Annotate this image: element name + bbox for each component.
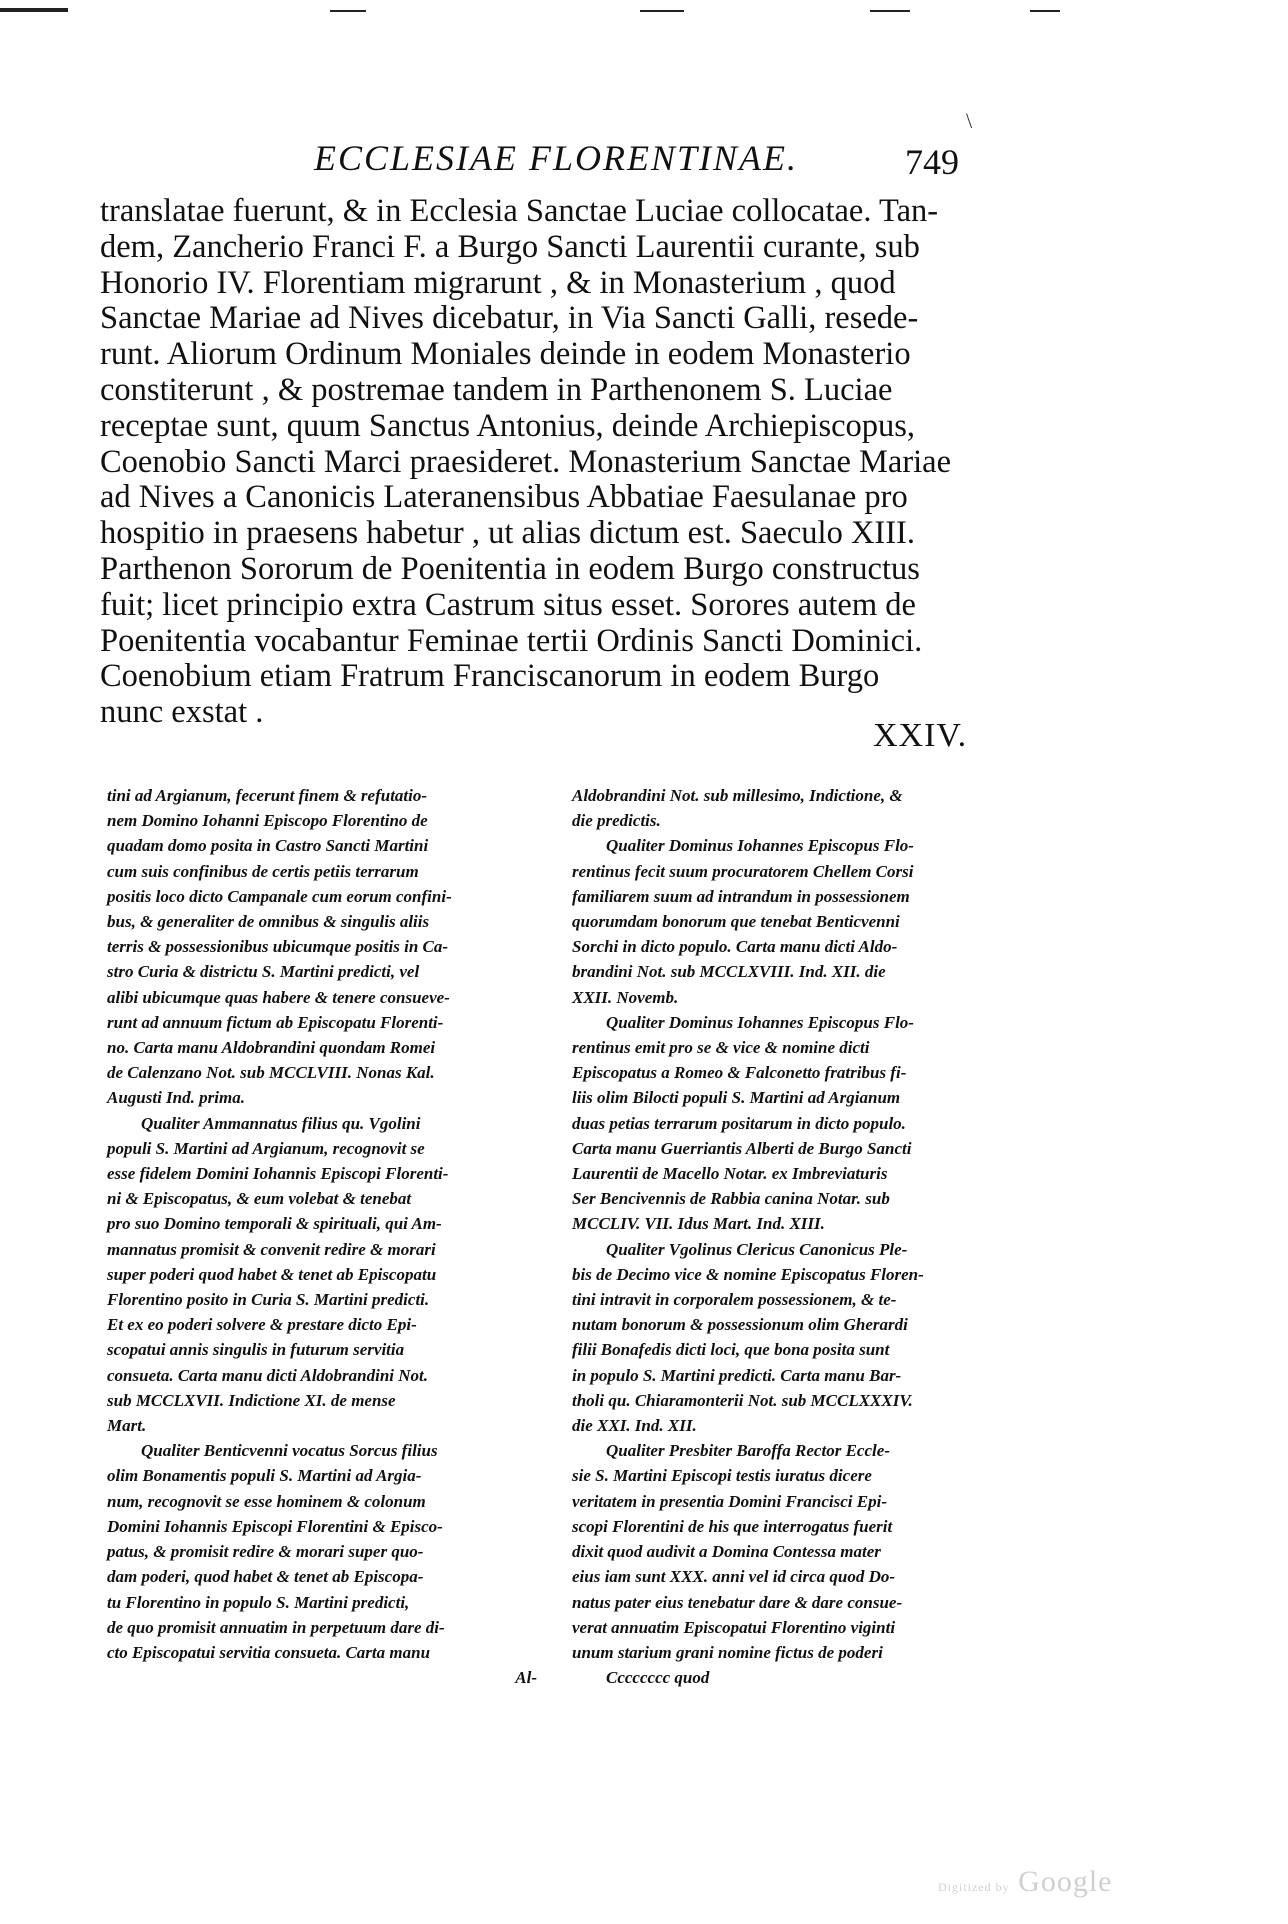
left-column-line: ni & Episcopatus, & eum volebat & tenebat bbox=[107, 1189, 412, 1209]
right-column-line: Carta manu Guerriantis Alberti de Burgo Sancti bbox=[572, 1138, 912, 1158]
text-line: Sanctae Mariae ad Nives dicebatur, in Via Sancti Galli, resede- bbox=[100, 300, 919, 337]
right-column-line: Ser Bencivennis de Rabbia canina Notar. sub bbox=[572, 1189, 890, 1209]
right-column-line: tholi qu. Chiaramonterii Not. sub MCCLXXXIV. bbox=[572, 1390, 913, 1410]
right-column-line: verat annuatim Episcopatui Florentino viginti bbox=[572, 1617, 896, 1637]
right-column-line: filii Bonafedis dicti loci, que bona posita sunt bbox=[572, 1340, 890, 1360]
right-column-line: unum starium grani nomine fictus de poderi bbox=[572, 1642, 883, 1662]
signature-mark-line: Cccccccc quod bbox=[606, 1668, 710, 1688]
left-column-line: consueta. Carta manu dicti Aldobrandini Not. bbox=[107, 1365, 429, 1385]
left-column-line: de quo promisit annuatim in perpetuum dare di- bbox=[107, 1617, 445, 1637]
left-column-line: alibi ubicumque quas habere & tenere consueve- bbox=[107, 987, 450, 1007]
text-line: runt. Aliorum Ordinum Moniales deinde in eodem Monasterio bbox=[100, 336, 911, 373]
left-column-line: no. Carta manu Aldobrandini quondam Romei bbox=[107, 1038, 436, 1058]
right-column-line: Sorchi in dicto populo. Carta manu dicti Aldo- bbox=[572, 937, 898, 957]
digitization-watermark bbox=[938, 1865, 1112, 1899]
right-column-line: familiarem suum ad intrandum in possessionem bbox=[572, 886, 910, 906]
main-paragraph bbox=[100, 194, 1005, 731]
scan-edge-mark bbox=[870, 10, 910, 12]
left-column-line: stro Curia & districtu S. Martini predicti, vel bbox=[107, 962, 420, 982]
left-column bbox=[107, 783, 537, 1690]
left-column-line: patus, & promisit redire & morari super quo- bbox=[107, 1542, 424, 1562]
right-column-line: liis olim Bilocti populi S. Martini ad Argianum bbox=[572, 1088, 901, 1108]
left-column-line: tini ad Argianum, fecerunt finem & refutatio- bbox=[107, 786, 428, 805]
text-line: fuit; licet principio extra Castrum situs esset. Sorores autem de bbox=[100, 586, 916, 623]
right-column-line: brandini Not. sub MCCLXVIII. Ind. XII. die bbox=[572, 962, 886, 982]
left-column-line: esse fidelem Domini Iohannis Episcopi Florenti- bbox=[107, 1164, 449, 1184]
left-column-line: dam poderi, quod habet & tenet ab Episcopa- bbox=[107, 1567, 424, 1587]
right-column-line: in populo S. Martini predicti. Carta manu Bar- bbox=[572, 1365, 902, 1385]
right-column-line: rentinus fecit suum procuratorem Chellem Corsi bbox=[572, 861, 914, 881]
text-line: Honorio IV. Florentiam migrarunt , & in Monasterium , quod bbox=[100, 264, 896, 301]
text-line: translatae fuerunt, & in Ecclesia Sanctae Luciae collocatae. Tan- bbox=[100, 193, 939, 229]
left-column-line: bus, & generaliter de omnibus & singulis aliis bbox=[107, 912, 430, 932]
section-number: XXIV. bbox=[873, 717, 968, 754]
left-column-line: olim Bonamentis populi S. Martini ad Argia- bbox=[107, 1466, 422, 1486]
right-column-line: Laurentii de Macello Notar. ex Imbreviaturis bbox=[572, 1164, 888, 1184]
right-column-line: bis de Decimo vice & nomine Episcopatus Floren- bbox=[572, 1264, 924, 1284]
left-column-line: scopatui annis singulis in futurum servitia bbox=[107, 1340, 405, 1360]
right-column-line: sie S. Martini Episcopi testis iuratus dicere bbox=[572, 1466, 872, 1486]
left-column-line: nem Domino Iohanni Episcopo Florentino de bbox=[107, 811, 428, 831]
right-column-line: die XXI. Ind. XII. bbox=[572, 1416, 697, 1436]
right-column-line: die predictis. bbox=[572, 811, 661, 831]
left-column-line: runt ad annuum fictum ab Episcopatu Florenti- bbox=[107, 1012, 444, 1032]
left-column-line: quadam domo posita in Castro Sancti Martini bbox=[107, 836, 429, 856]
scan-edge-mark bbox=[330, 10, 366, 12]
right-column-line: duas petias terrarum positarum in dicto populo. bbox=[572, 1113, 906, 1133]
right-column-line: tini intravit in corporalem possessionem, & te- bbox=[572, 1290, 897, 1310]
right-column-line: Aldobrandini Not. sub millesimo, Indictione, & bbox=[572, 786, 903, 805]
text-line: nunc exstat . bbox=[100, 694, 264, 731]
right-column-line: eius iam sunt XXX. anni vel id circa quod Do- bbox=[572, 1567, 896, 1587]
text-line: hospitio in praesens habetur , ut alias dictum est. Saeculo XIII. bbox=[100, 515, 916, 552]
left-column-line: num, recognovit se esse hominem & colonum bbox=[107, 1491, 426, 1511]
watermark-prefix: Digitized by bbox=[938, 1880, 1010, 1894]
right-column-line: Episcopatus a Romeo & Falconetto fratribus fi- bbox=[572, 1063, 907, 1083]
right-column-line: Qualiter Presbiter Baroffa Rector Eccle- bbox=[606, 1441, 890, 1461]
left-column-line: pro suo Domino temporali & spirituali, qui Am- bbox=[107, 1214, 442, 1234]
left-column-line: terris & possessionibus ubicumque positis in Ca- bbox=[107, 937, 449, 957]
left-column-line: super poderi quod habet & tenet ab Episcopatu bbox=[107, 1264, 437, 1284]
left-column-line: tu Florentino in populo S. Martini predicti, bbox=[107, 1592, 410, 1612]
left-column-line: Et ex eo poderi solvere & prestare dicto Epi- bbox=[107, 1315, 417, 1335]
text-line: Parthenon Sororum de Poenitentia in eodem Burgo constructus bbox=[100, 550, 920, 587]
right-column-line: dixit quod audivit a Domina Contessa mater bbox=[572, 1542, 881, 1562]
left-column-line: Domini Iohannis Episcopi Florentini & Episco- bbox=[107, 1516, 443, 1536]
right-column-line: Qualiter Vgolinus Clericus Canonicus Ple- bbox=[606, 1239, 908, 1259]
left-column-line: populi S. Martini ad Argianum, recognovit se bbox=[107, 1138, 425, 1158]
left-column-line: positis loco dicto Campanale cum eorum confini- bbox=[107, 886, 452, 906]
right-column bbox=[572, 783, 1009, 1690]
left-column-line: cum suis confinibus de certis petiis terrarum bbox=[107, 861, 419, 881]
text-line: Poenitentia vocabantur Feminae tertii Ordinis Sancti Dominici. bbox=[100, 622, 923, 659]
text-line: dem, Zancherio Franci F. a Burgo Sancti Laurentii curante, sub bbox=[100, 228, 920, 265]
right-column-line: XXII. Novemb. bbox=[572, 987, 679, 1007]
text-line: Coenobium etiam Fratrum Franciscanorum in eodem Burgo bbox=[100, 658, 880, 695]
scan-edge-mark bbox=[0, 8, 68, 12]
right-column-line: veritatem in presentia Domini Francisci Epi- bbox=[572, 1491, 887, 1511]
text-line: receptae sunt, quum Sanctus Antonius, deinde Archiepiscopus, bbox=[100, 407, 916, 444]
right-column-line: nutam bonorum & possessionum olim Gherardi bbox=[572, 1315, 908, 1335]
right-column-line: scopi Florentini de his que interrogatus fuerit bbox=[572, 1516, 893, 1536]
right-column-line: Qualiter Dominus Iohannes Episcopus Flo- bbox=[606, 836, 914, 856]
running-header-title: ECCLESIAE FLORENTINAE. bbox=[314, 138, 798, 178]
text-line: ad Nives a Canonicis Lateranensibus Abbatiae Faesulanae pro bbox=[100, 479, 908, 516]
left-column-line: Mart. bbox=[107, 1416, 147, 1436]
page-number: 749 bbox=[905, 142, 959, 182]
text-line: constiterunt , & postremae tandem in Parthenonem S. Luciae bbox=[100, 371, 893, 408]
left-column-line: de Calenzano Not. sub MCCLVIII. Nonas Kal. bbox=[107, 1063, 435, 1083]
right-column-line: Qualiter Dominus Iohannes Episcopus Flo- bbox=[606, 1012, 914, 1032]
scan-edge-mark bbox=[1030, 10, 1060, 12]
right-column-line: MCCLIV. VII. Idus Mart. Ind. XIII. bbox=[572, 1214, 825, 1234]
text-line: Coenobio Sancti Marci praesideret. Monasterium Sanctae Mariae bbox=[100, 443, 952, 480]
left-column-line: Qualiter Benticvenni vocatus Sorcus filius bbox=[141, 1441, 438, 1461]
right-column-line: natus pater eius tenebatur dare & dare consue- bbox=[572, 1592, 903, 1612]
left-column-line: Augusti Ind. prima. bbox=[107, 1088, 245, 1108]
left-column-line: Florentino posito in Curia S. Martini predicti. bbox=[107, 1290, 430, 1310]
left-column-line: cto Episcopatui servitia consueta. Carta manu bbox=[107, 1642, 431, 1662]
scan-edge-mark bbox=[640, 10, 684, 12]
left-column-line: mannatus promisit & convenit redire & morari bbox=[107, 1239, 436, 1259]
right-column-line: rentinus emit pro se & vice & nomine dicti bbox=[572, 1038, 870, 1058]
catchword: Al- bbox=[515, 1668, 537, 1688]
left-column-line: Qualiter Ammannatus filius qu. Vgolini bbox=[141, 1113, 421, 1133]
right-column-line: quorumdam bonorum que tenebat Benticvenni bbox=[572, 912, 900, 932]
stray-mark: \ bbox=[966, 108, 973, 133]
left-column-line: sub MCCLXVII. Indictione XI. de mense bbox=[107, 1390, 396, 1410]
watermark-brand: Google bbox=[1018, 1865, 1113, 1898]
